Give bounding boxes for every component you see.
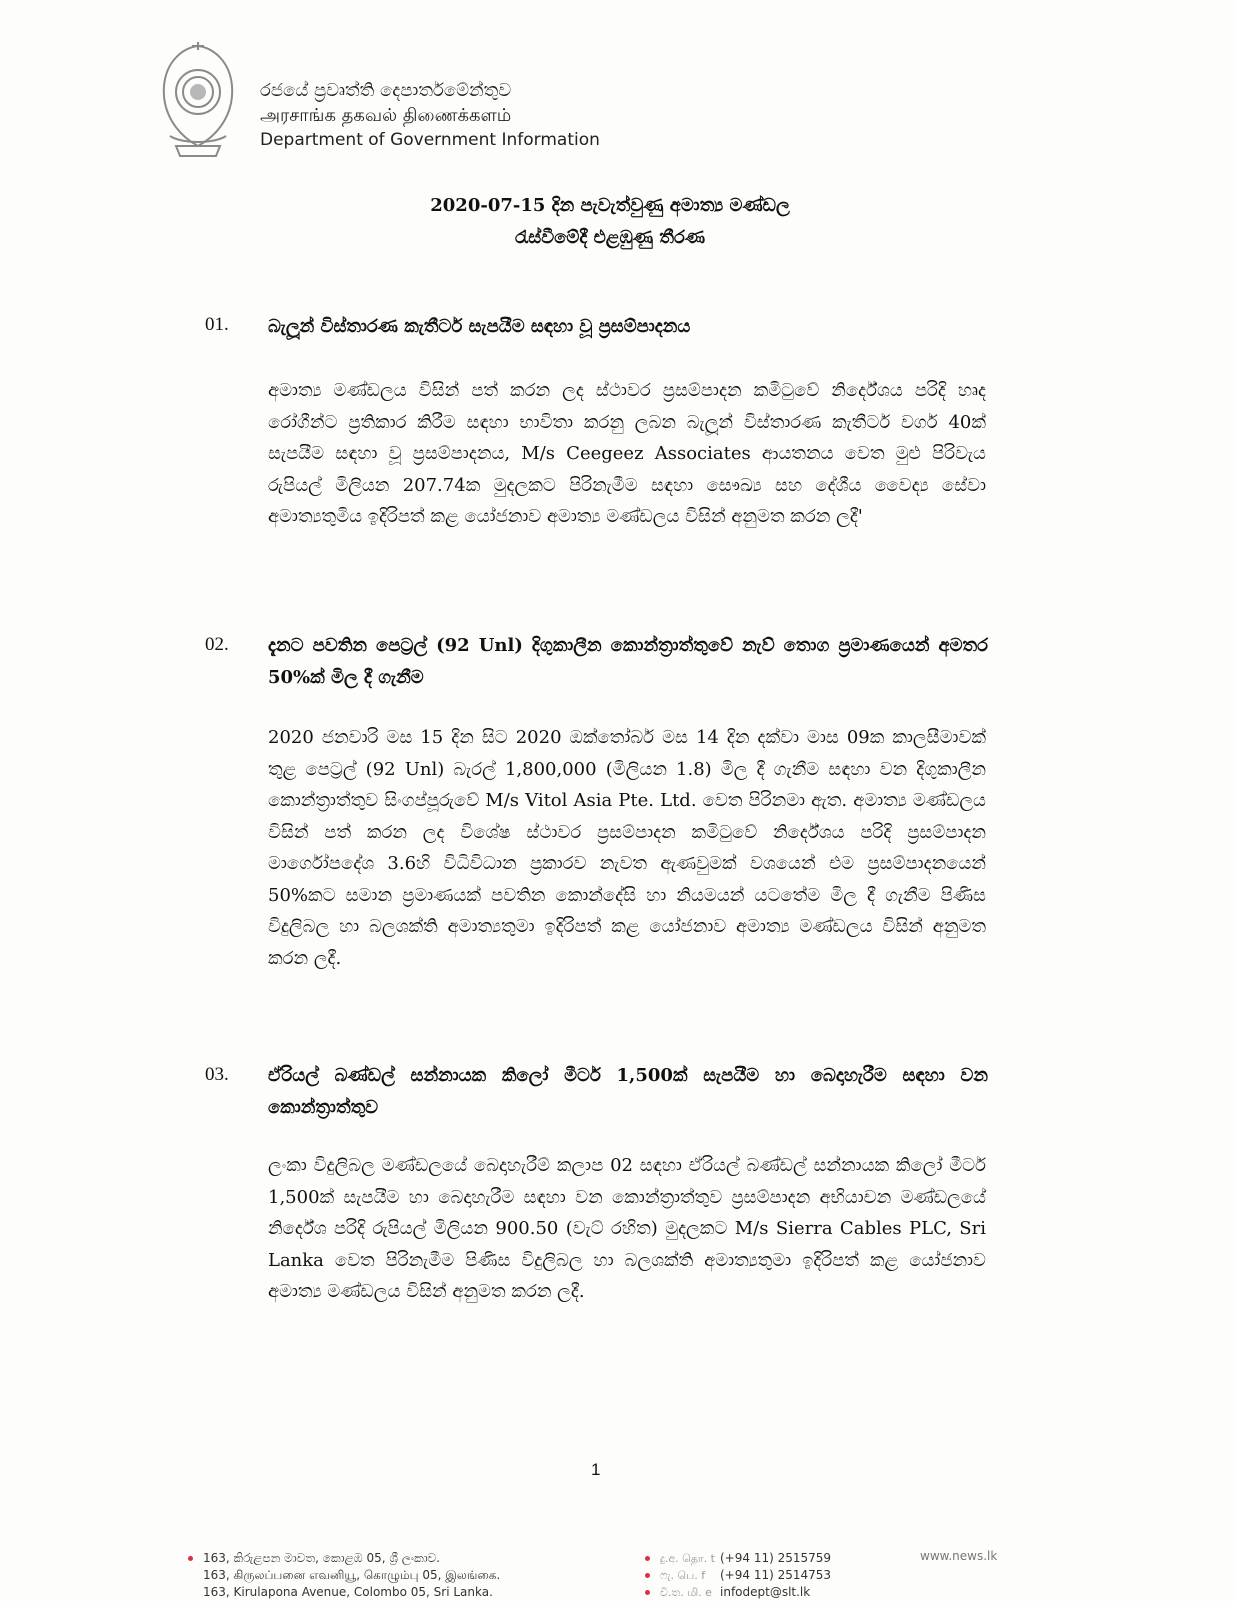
footer-contact — [645, 1550, 831, 1601]
phone-number: (+94 11) 2515759 — [720, 1551, 832, 1565]
bullet-icon — [645, 1590, 650, 1595]
address-tamil: 163, கிருலப்பனை எவனியூ, கொழும்பு 05, இலங்கை. — [203, 1568, 501, 1582]
sri-lanka-emblem-icon — [152, 40, 244, 160]
section-number: 03. — [205, 1064, 229, 1085]
fax-number: (+94 11) 2514753 — [720, 1568, 832, 1582]
bullet-icon — [645, 1573, 650, 1578]
section-body: අමාත්‍ය මණ්ඩලය විසින් පත් කරන ලද ස්ථාවර ප්‍රසම්පාදන කමිටුවේ නිර්දේශය පරිදි හෘද රෝගීන්ට ප්‍රතිකාර කිරීම සඳහා භාවිතා කරනු ලබන බැලූන් විස්තාරණ කැතීටර් වර්ග 40ක් සැපයීම සඳහා වූ ප්‍රසම්පාදනය, M/s Ceegeez Associates ආයතනය වෙත මුළු පිරිවැය රුපියල් මිලියන 207.74ක මුදලකට පිරිනැමීම සඳහා සෞඛ්‍ය සහ දේශීය වෛද්‍ය සේවා අමාත්‍යතුමිය ඉදිරිපත් කළ යෝජනාව අමාත්‍ය මණ්ඩලය විසින් අනුමත කරන ලදී' — [268, 380, 986, 527]
section-heading: බැලූන් විස්තාරණ කැතීටර් සැපයීම සඳහා වූ ප්‍රසම්පාදනය — [268, 316, 691, 337]
fax-label: ෆැ. பெ. f — [660, 1569, 706, 1582]
footer-address — [188, 1550, 500, 1601]
address-sinhala: 163, කිරුළපන මාවත, කොළඹ 05, ශ්‍රී ලංකාව. — [203, 1551, 441, 1565]
email-label: වි.ත. மி. e — [660, 1586, 712, 1599]
section-body: ලංකා විදුලිබල මණ්ඩලයේ බෙදාහැරීම් කලාප 02 සඳහා ඒරියල් බණ්ඩල් සන්නායක කිලෝ මීටර් 1,500ක් සැපයීම හා බෙදාහැරීම සඳහා වන කොන්ත්‍රාත්තුව ප්‍රසම්පාදන අභියාචන මණ්ඩලයේ නිර්දේශ පරිදි රුපියල් මිලියන 900.50 (වැට් රහිත) මුදලකට M/s Sierra Cables PLC, Sri Lanka වෙත පිරිනැමීම පිණිස විදුලිබල හා බලශක්ති අමාත්‍යතුමා ඉදිරිපත් කළ යෝජනාව අමාත්‍ය මණ්ඩලය විසින් අනුමත කරන ලදී. — [268, 1155, 986, 1302]
section-number: 01. — [205, 314, 229, 335]
section-heading: ඒරියල් බණ්ඩල් සන්නායක කිලෝ මීටර් 1,500ක් සැපයීම හා බෙදාහැරීම සඳහා වන කොන්ත්‍රාත්තුව — [268, 1065, 988, 1118]
phone-label: දු.අ. தொ. t — [660, 1552, 715, 1565]
document-title-line-1: 2020-07-15 දින පැවැත්වුණු අමාත්‍ය මණ්ඩල — [430, 195, 790, 216]
organization-name-block — [260, 78, 600, 153]
org-name-tamil: அரசாங்க தகவல் திணைக்களம் — [260, 105, 512, 126]
website-url: www.news.lk — [920, 1549, 998, 1563]
section-heading: දැනට පවතින පෙට්‍රල් (92 Unl) දිගුකාලීන කොන්ත්‍රාත්තුවේ නැව් තොග ප්‍රමාණයෙන් අමතර 50%ක් මිල දී ගැනීම — [268, 635, 988, 688]
section-number: 02. — [205, 634, 229, 655]
org-name-sinhala: රජයේ ප්‍රවෘත්ති දෙපාර්තමේන්තුව — [260, 80, 512, 101]
address-english: 163, Kirulapona Avenue, Colombo 05, Sri Lanka. — [203, 1585, 493, 1599]
page-number: 1 — [591, 1460, 601, 1479]
document-title-line-2: රැස්වීමේදී එළඹුණු තීරණ — [514, 227, 706, 248]
bullet-icon — [188, 1556, 193, 1561]
bullet-icon — [645, 1556, 650, 1561]
email-address: infodept@slt.lk — [720, 1585, 811, 1599]
org-name-english: Department of Government Information — [260, 130, 600, 150]
section-body: 2020 ජනවාරි මස 15 දින සිට 2020 ඔක්තෝබර් මස 14 දින දක්වා මාස 09ක කාලසීමාවක් තුළ පෙට්‍රල් (92 Unl) බැරල් 1,800,000 (මිලියන 1.8) මිල දී ගැනීම සඳහා වන දිගුකාලීන කොන්ත්‍රාත්තුව සිංගප්පූරුවේ M/s Vitol Asia Pte. Ltd. වෙත පිරිනමා ඇත. අමාත්‍ය මණ්ඩලය විසින් පත් කරන ලද විශේෂ ස්ථාවර ප්‍රසම්පාදන කමිටුවේ නිර්දේශය පරිදි ප්‍රසම්පාදන මාර්ගෝපදේශ 3.6හි විධිවිධාන ප්‍රකාරව නැවත ඇණවුමක් වශයෙන් එම ප්‍රසම්පාදනයෙන් 50%කට සමාන ප්‍රමාණයක් පවතින කොන්දේසි හා නියමයන් යටතේම මිල දී ගැනීම පිණිස විදුලිබල හා බලශක්ති අමාත්‍යතුමා ඉදිරිපත් කළ යෝජනාව අමාත්‍ය මණ්ඩලය විසින් අනුමත කරන ලදී. — [268, 727, 986, 969]
